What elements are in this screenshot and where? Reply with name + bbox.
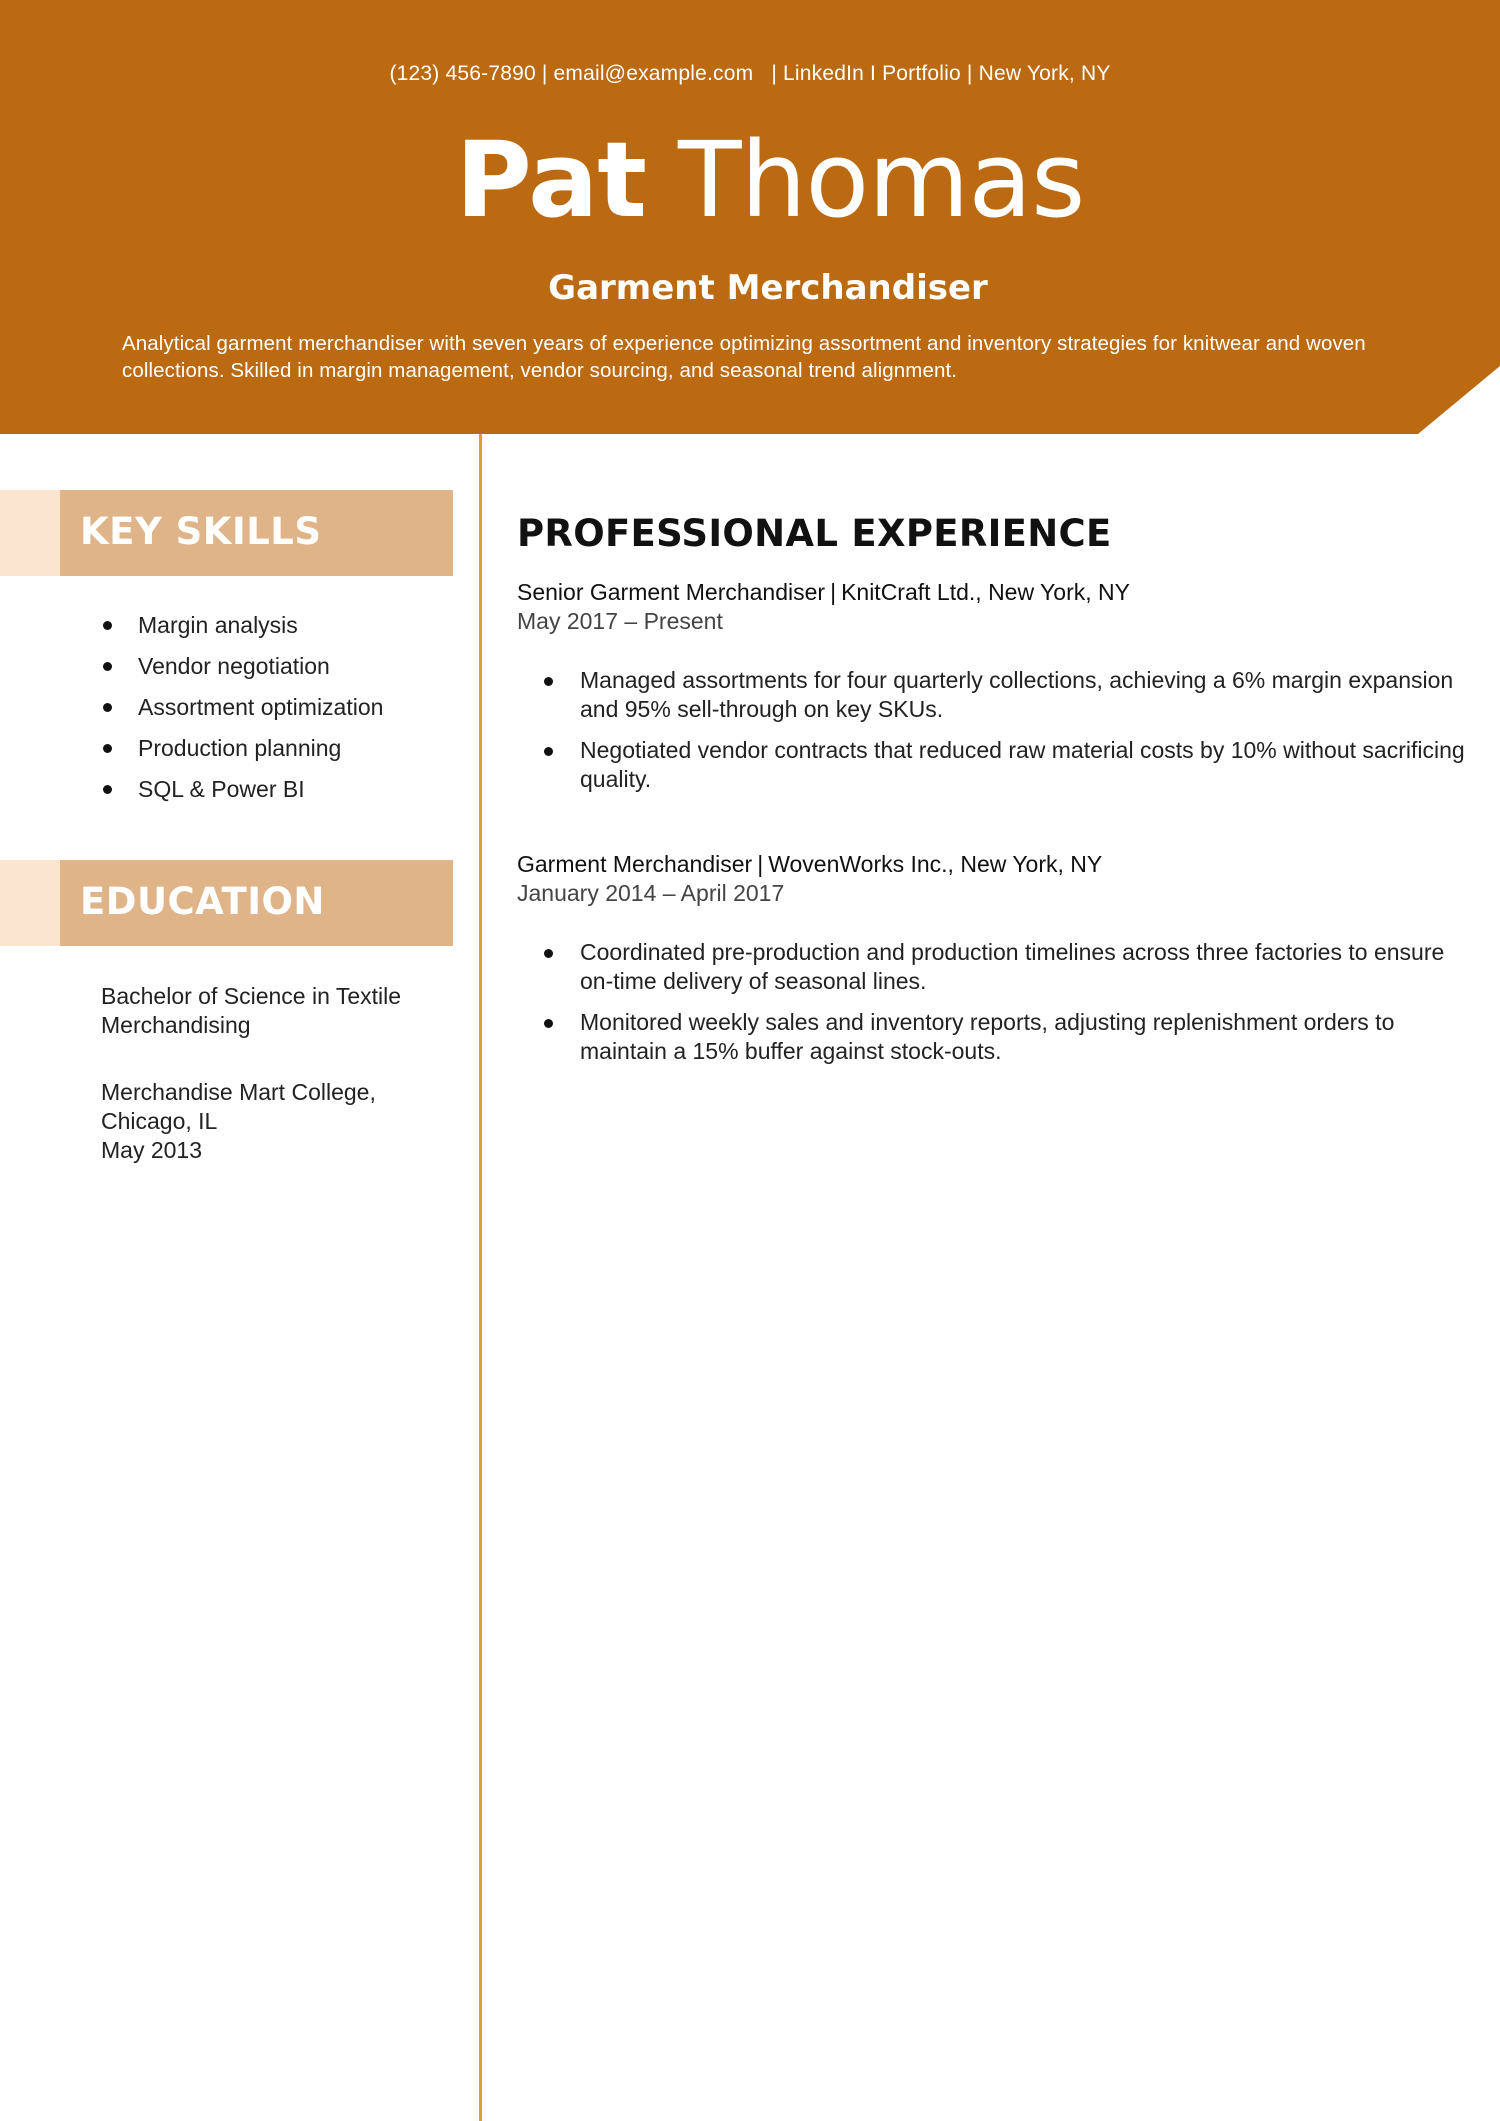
skill-item [100, 692, 383, 733]
last-name: Thomas [678, 119, 1085, 241]
education-school [101, 1078, 441, 1165]
job-position: Garment Merchandiser [517, 851, 753, 877]
skill-label: SQL & Power BI [138, 776, 305, 802]
bullet-icon [544, 949, 553, 958]
job-bullet [517, 666, 1467, 724]
bullet-icon [103, 662, 112, 671]
contact-line [0, 62, 1500, 86]
skill-label: Assortment optimization [138, 694, 384, 720]
first-name: Pat [455, 119, 646, 241]
candidate-name [0, 119, 1500, 241]
skills-heading: KEY SKILLS [80, 510, 322, 553]
job-bullets [517, 666, 1467, 794]
skills-list [100, 610, 383, 815]
bullet-icon [103, 744, 112, 753]
band-accent [0, 860, 60, 946]
experience-heading: PROFESSIONAL EXPERIENCE [517, 512, 1112, 555]
contact-location: New York, NY [978, 62, 1111, 85]
column-divider [479, 434, 482, 2121]
contact-separator: | [541, 62, 548, 85]
role-separator: | [757, 851, 764, 877]
job-bullet [517, 736, 1467, 794]
bullet-icon [544, 677, 553, 686]
bullet-icon [544, 747, 553, 756]
bullet-icon [544, 1019, 553, 1028]
skill-label: Vendor negotiation [138, 653, 330, 679]
contact-linkedin[interactable]: LinkedIn [783, 62, 865, 85]
skill-item [100, 774, 383, 815]
skill-item [100, 651, 383, 692]
bullet-text: Managed assortments for four quarterly collections, achieving a 6% margin expansion and 95% sell-through on key SKUs. [580, 667, 1454, 722]
skill-label: Production planning [138, 735, 342, 761]
bullet-icon [103, 621, 112, 630]
contact-portfolio[interactable]: Portfolio [882, 62, 961, 85]
band-accent [0, 490, 60, 576]
job-entry [517, 850, 1467, 1078]
bullet-text: Coordinated pre-production and production timelines across three factories to ensure on-time delivery of seasonal lines. [580, 939, 1445, 994]
job-dates: January 2014 – April 2017 [517, 880, 785, 906]
bullet-text: Negotiated vendor contracts that reduced raw material costs by 10% without sacrificing quality. [580, 737, 1465, 792]
job-entry [517, 578, 1467, 806]
job-company: WovenWorks Inc., New York, NY [768, 851, 1103, 877]
skill-item [100, 610, 383, 651]
bullet-icon [103, 785, 112, 794]
job-role [517, 578, 1467, 607]
education-degree: Bachelor of Science in Textile Merchandising [101, 983, 402, 1038]
job-position: Senior Garment Merchandiser [517, 579, 826, 605]
role-separator: | [830, 579, 837, 605]
education-heading: EDUCATION [80, 880, 325, 923]
skill-item [100, 733, 383, 774]
contact-separator: | [771, 62, 778, 85]
education-section-header [0, 860, 453, 946]
job-title: Garment Merchandiser [548, 268, 988, 308]
job-bullets [517, 938, 1467, 1066]
contact-phone: (123) 456-7890 [389, 62, 536, 85]
contact-email[interactable]: email@example.com [553, 62, 754, 85]
job-role [517, 850, 1467, 879]
skill-label: Margin analysis [138, 612, 298, 638]
summary: Analytical garment merchandiser with seven years of experience optimizing assortment and inventory strategies for knitwear and woven collections. Skilled in margin management, vendor sourcing, and seasonal trend alignment. [122, 332, 1366, 382]
graduation-date: May 2013 [101, 1137, 203, 1163]
contact-separator: | [966, 62, 973, 85]
job-bullet [517, 938, 1467, 996]
bullet-text: Monitored weekly sales and inventory reports, adjusting replenishment orders to maintain a 15% buffer against stock-outs. [580, 1009, 1395, 1064]
school-name: Merchandise Mart College, [101, 1079, 376, 1105]
skills-section-header [0, 490, 453, 576]
job-company: KnitCraft Ltd., New York, NY [841, 579, 1130, 605]
contact-separator: I [870, 62, 877, 85]
school-location: Chicago, IL [101, 1108, 218, 1134]
bullet-icon [103, 703, 112, 712]
job-dates: May 2017 – Present [517, 608, 723, 634]
job-bullet [517, 1008, 1467, 1066]
